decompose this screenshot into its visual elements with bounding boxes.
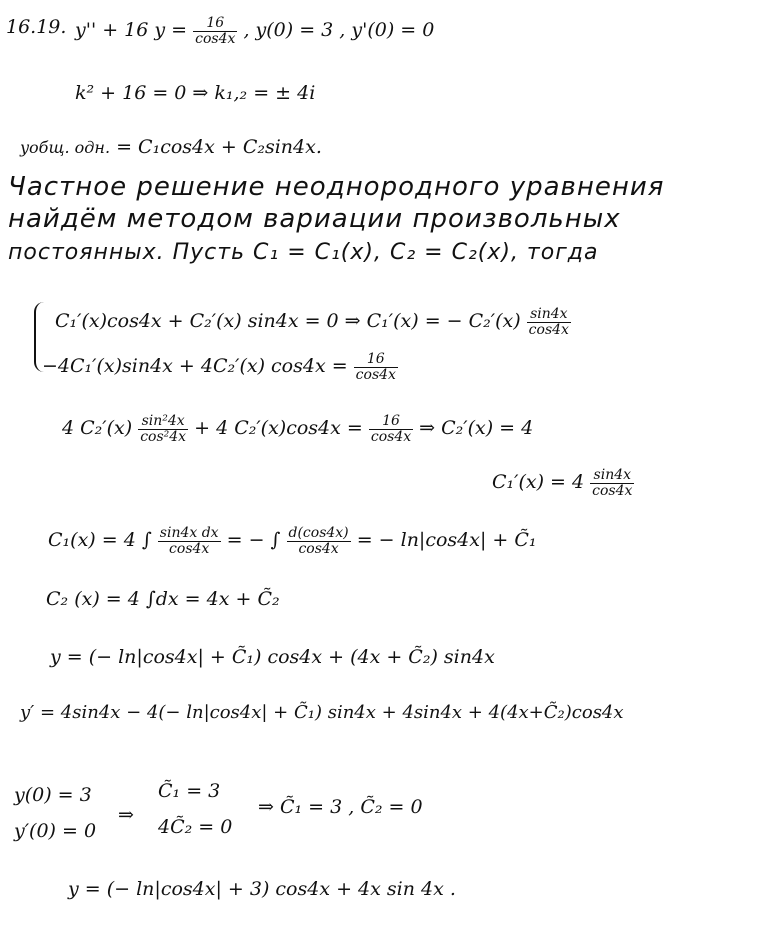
general-solution-rhs: = C₁cos4x + C₂sin4x. xyxy=(116,136,322,158)
fraction-numerator: sin4x xyxy=(593,467,632,483)
system-constant-1: C̃₁ = 3 xyxy=(158,780,221,802)
initial-conditions: , y(0) = 3 , y'(0) = 0 xyxy=(243,19,435,42)
system-constant-2: 4C̃₂ = 0 xyxy=(158,816,233,838)
equation-main xyxy=(75,16,434,46)
c1-fraction-1 xyxy=(158,526,221,556)
fraction-numerator: sin²4x xyxy=(141,413,185,429)
fraction-denominator: cos4x xyxy=(195,30,236,47)
text-line-2: найдём методом вариации произвольных xyxy=(8,204,621,234)
implies-arrow: ⇒ xyxy=(118,804,134,826)
equation-lhs: y'' + 16 y = xyxy=(75,19,188,42)
substitution-line xyxy=(62,414,533,444)
system-row-2-fraction xyxy=(354,352,398,382)
fraction-denominator: cos²4x xyxy=(140,428,187,445)
substitution-fraction-1 xyxy=(138,414,188,444)
condition-2: y′(0) = 0 xyxy=(14,820,97,842)
system-row-2 xyxy=(42,352,398,382)
c1-prime-line xyxy=(492,468,634,498)
c1-middle: = − ∫ xyxy=(226,529,281,552)
system-row-1 xyxy=(55,307,571,337)
fraction-numerator: 16 xyxy=(206,15,225,31)
fraction-numerator: sin4x xyxy=(530,306,568,322)
fraction-denominator: cos4x xyxy=(158,541,221,557)
c1-lhs: C₁(x) = 4 ∫ xyxy=(48,529,152,552)
y-solution-line: y = (− ln|cos4x| + C̃₁) cos4x + (4x + C̃₂) sin4x xyxy=(50,646,495,668)
condition-1: y(0) = 3 xyxy=(14,784,92,806)
c1-prime-fraction xyxy=(590,468,634,498)
c1-fraction-2 xyxy=(287,526,351,556)
text-line-3: постоянных. Пусть C₁ = C₁(x), C₂ = C₂(x), тогда xyxy=(8,240,599,265)
fraction-denominator: cos4x xyxy=(287,541,351,557)
system-row-2-text: −4C₁′(x)sin4x + 4C₂′(x) cos4x = xyxy=(42,355,348,378)
c1-prime-lhs: C₁′(x) = 4 xyxy=(492,471,585,494)
characteristic-equation: k² + 16 = 0 ⇒ k₁,₂ = ± 4i xyxy=(75,82,316,104)
general-solution-label: yобщ. одн. xyxy=(20,138,111,157)
y-prime-line: y′ = 4sin4x − 4(− ln|cos4x| + C̃₁) sin4x + 4sin4x + 4(4x+C̃₂)cos4x xyxy=(20,702,624,723)
general-solution xyxy=(20,138,322,157)
final-answer: y = (− ln|cos4x| + 3) cos4x + 4x sin 4x . xyxy=(68,878,456,900)
fraction-numerator: 16 xyxy=(366,351,385,367)
fraction-denominator: cos4x xyxy=(592,482,633,499)
c1-rhs: = − ln|cos4x| + C̃₁ xyxy=(356,529,537,552)
problem-number: 16.19. xyxy=(6,16,67,38)
substitution-a: 4 C₂′(x) xyxy=(62,417,133,440)
substitution-c: ⇒ C₂′(x) = 4 xyxy=(419,417,534,440)
constants-result: ⇒ C̃₁ = 3 , C̃₂ = 0 xyxy=(258,796,423,818)
fraction-numerator: d(cos4x) xyxy=(288,525,349,541)
system-row-1-fraction xyxy=(527,307,571,337)
fraction-numerator: 16 xyxy=(382,413,400,429)
c2-line: C₂ (x) = 4 ∫dx = 4x + C̃₂ xyxy=(46,588,280,610)
fraction-denominator: cos4x xyxy=(355,366,396,383)
substitution-b: + 4 C₂′(x)cos4x = xyxy=(194,417,363,440)
equation-fraction xyxy=(193,16,237,46)
system-row-1-text: C₁′(x)cos4x + C₂′(x) sin4x = 0 ⇒ C₁′(x) = − C₂′(x) xyxy=(55,310,521,333)
text-line-1: Частное решение неоднородного уравнения xyxy=(8,172,665,202)
substitution-fraction-2 xyxy=(369,414,413,444)
fraction-numerator: sin4x dx xyxy=(159,525,219,541)
c1-integral-line xyxy=(48,526,537,556)
fraction-denominator: cos4x xyxy=(370,428,412,445)
fraction-denominator: cos4x xyxy=(528,321,569,338)
